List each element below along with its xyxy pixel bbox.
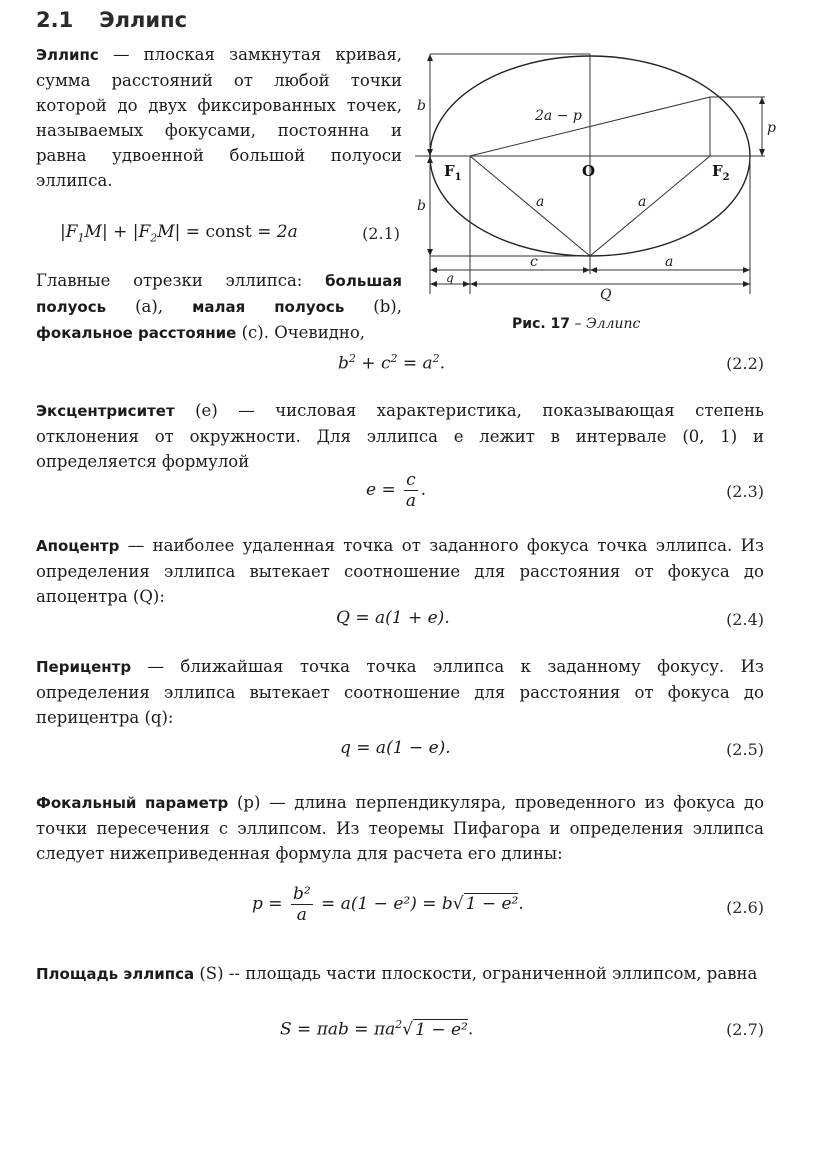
equation-2-3 [36,470,764,516]
apocenter-paragraph [36,533,764,609]
eq-2-6-body: p = $\frac{\text{b²}}{a}$ = a(1 − e²) = b√ 1 − e². [252,884,524,925]
term-pericenter: Перицентр [36,658,132,676]
term-eccentricity: Эксцентриситет [36,402,175,420]
segments-v2: (b), [344,297,402,316]
equation-2-7 [36,1018,764,1048]
label-c: c [530,254,538,270]
segments-v3: (c). Очевидно, [236,323,366,342]
pericenter-text: — ближайшая точка точка эллипса к заданному фокусу. Из определения эллипса вытекает соотношение для расстояния от фокуса до перицентра (q): [36,657,764,727]
label-Q: Q [600,287,612,303]
label-O: O [582,162,596,180]
ellipse-figure [410,44,780,320]
apocenter-text: — наиболее удаленная точка от заданного фокуса точка эллипса. Из определения эллипса вытекает соотношение для расстояния от фокуса до апоцентра (Q): [36,536,764,606]
label-q: q [446,271,454,285]
eq-2-2-number: (2.2) [726,354,764,373]
label-a-right: a [638,194,647,210]
eccentricity-paragraph [36,398,764,474]
equation-2-4 [36,608,764,638]
line-a-left [470,156,590,256]
term-major-axis: большая полуось [36,272,402,316]
section-heading [36,8,187,32]
term-focal-distance: фокальное расстояние [36,324,237,342]
eq-2-4-body: Q = a(1 + e). [336,608,450,628]
eccentricity-text: (e) — числовая характеристика, показывающая степень отклонения от окружности. Для эллипса e лежит в интервале (0, 1) и определяется формулой [36,401,764,471]
focal-paragraph [36,790,764,866]
label-a-bottom: a [665,254,674,270]
section-number: 2.1 [36,8,74,32]
eq-2-5-number: (2.5) [726,740,764,759]
segments-paragraph [36,268,402,346]
eq-2-1-number: (2.1) [362,224,400,243]
caption-separator: – [570,316,586,332]
label-p: p [767,120,776,136]
segments-v1: (a), [106,297,193,316]
eq-2-5-body: q = a(1 − e). [340,738,451,758]
eq-2-1-body: $|F_1M| + |F_2M|$ = const = 2a [60,222,298,245]
intro-paragraph [36,42,402,193]
eq-2-2-body: $b^2 + c^2 = a^2$. [338,352,446,374]
equation-2-6 [36,884,764,932]
label-F1: $F_1$ [444,162,462,183]
label-b-top: b [417,98,426,114]
term-apocenter: Апоцентр [36,537,120,555]
area-text: (S) -- площадь части плоскости, ограниченной эллипсом, равна [194,964,758,983]
line-a-right [590,156,710,256]
intro-text: — плоская замкнутая кривая, сумма расстояний от любой точки которой до двух фиксированных точек, называемых фокусами, постоянна и равна удвоенной большой полуоси эллипса. [36,45,402,190]
caption-number: Рис. 17 [512,316,571,332]
figure-caption [512,316,640,332]
term-ellipse: Эллипс [36,46,99,64]
eq-2-3-body: e = $\frac{c}{a}$ . [366,470,427,511]
equation-2-5 [36,738,764,768]
area-paragraph [36,961,764,987]
label-a-left: a [536,194,545,210]
term-focal-parameter: Фокальный параметр [36,794,229,812]
label-b-bottom: b [417,198,426,214]
segments-lead: Главные отрезки эллипса: [36,271,326,290]
eq-2-7-body: $S = \pi ab = \pi a^2√$ 1 − e². [280,1018,474,1040]
eq-2-6-number: (2.6) [726,898,764,917]
focal-text: (p) — длина перпендикуляра, проведенного из фокуса до точки пересечения с эллипсом. Из теоремы Пифагора и определения эллипса следует нижеприведенная формула для расчета его длины: [36,793,765,863]
pericenter-paragraph [36,654,764,730]
equation-2-2 [36,352,764,382]
equation-2-1 [60,222,400,250]
caption-text: Эллипс [585,316,641,332]
label-2a-minus-p: 2a − p [535,108,582,124]
label-F2: $F_2$ [712,162,730,183]
term-area: Площадь эллипса [36,965,195,983]
eq-2-3-number: (2.3) [726,482,764,501]
term-minor-axis: малая полуось [192,298,345,316]
section-title: Эллипс [99,8,188,32]
eq-2-7-number: (2.7) [726,1020,764,1039]
eq-2-4-number: (2.4) [726,610,764,629]
